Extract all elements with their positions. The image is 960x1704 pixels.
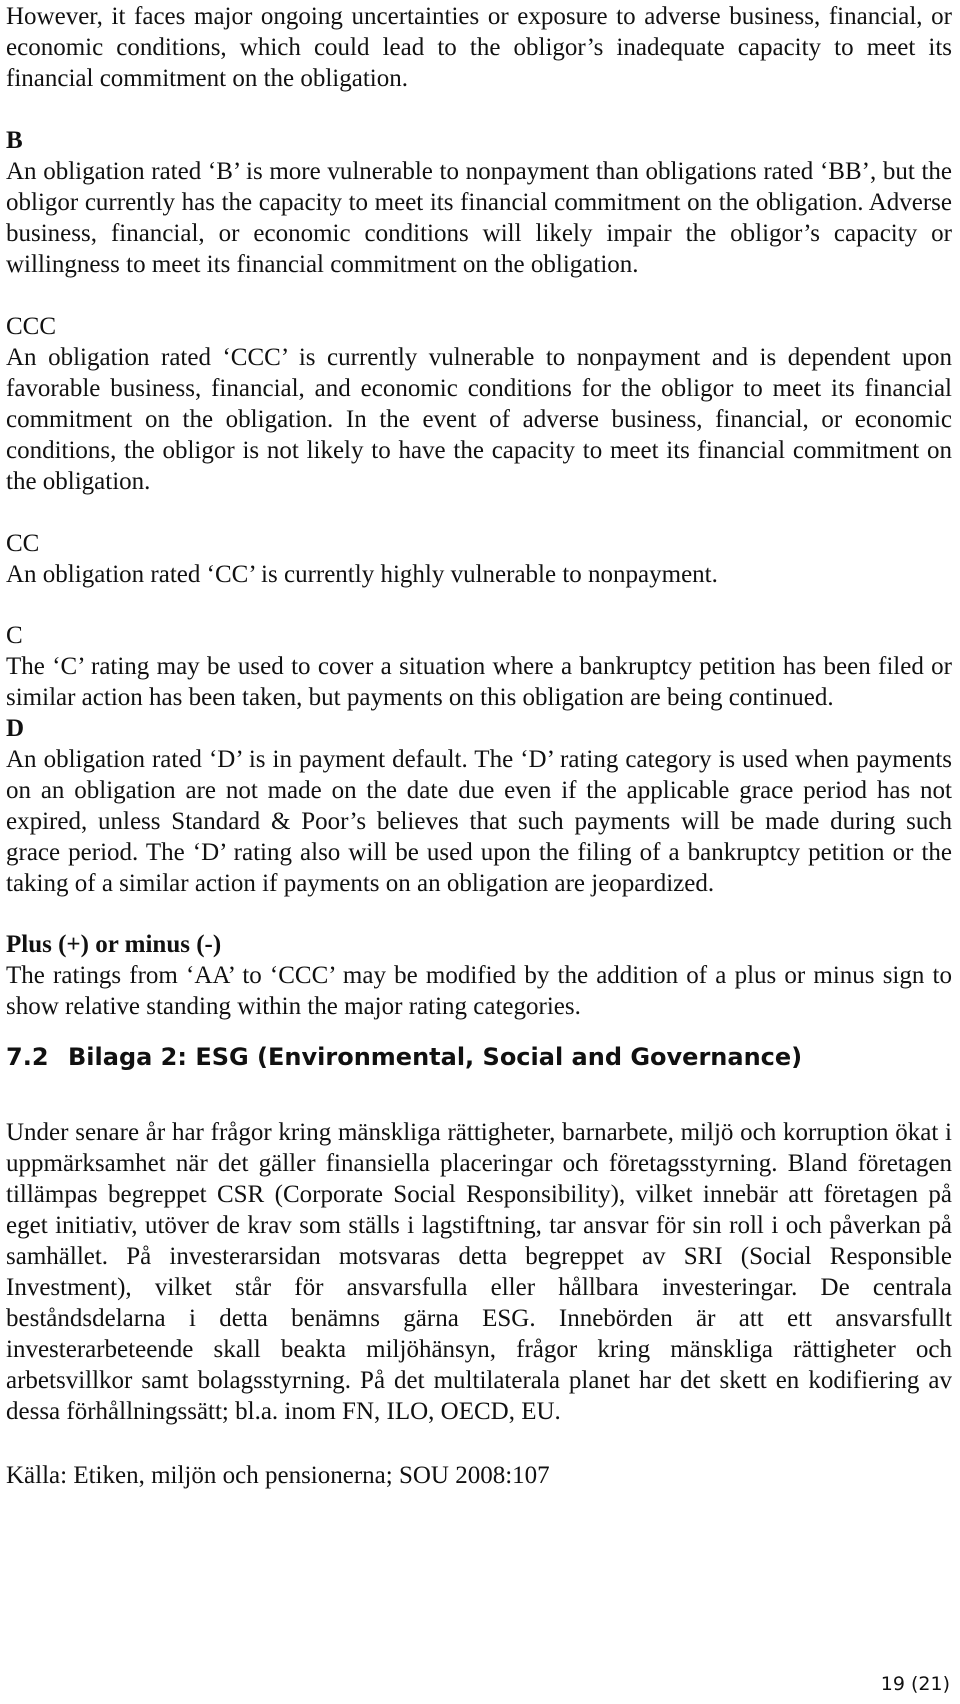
rating-description: An obligation rated ‘B’ is more vulnerable to nonpayment than obligations rated ‘BB’, but the obligor currently has the capacity to meet its financial commitment on the obligation. Adverse business, financial, or economic conditions will likely impair the obligor’s capacity or willingness to meet its financial commitment on the obligation. — [6, 158, 952, 278]
rating-block-b — [6, 125, 952, 280]
rating-description: An obligation rated ‘CCC’ is currently vulnerable to nonpayment and is dependent upon favorable business, financial, and economic conditions for the obligor to meet its financial commitment on the obligation. In the event of adverse business, financial, or economic conditions, the obligor is not likely to have the capacity to meet its financial commitment on the obligation. — [6, 344, 952, 495]
rating-description: An obligation rated ‘CC’ is currently highly vulnerable to nonpayment. — [6, 561, 718, 588]
rating-grade: B — [6, 127, 23, 154]
section-source: Källa: Etiken, miljön och pensionerna; SOU 2008:107 — [6, 1462, 550, 1489]
rating-grade: D — [6, 715, 25, 742]
section-heading — [6, 1042, 952, 1072]
modifiers-block — [6, 929, 952, 1022]
rating-description: An obligation rated ‘D’ is in payment default. The ‘D’ rating category is used when payments on an obligation are not made on the date due even if the applicable grace period has not expired, unless Standard & Poor’s believes that such payments will be made during such grace period. The ‘D’ rating also will be used upon the filing of a bankruptcy petition or the taking of a similar action if payments on an obligation are jeopardized. — [6, 746, 952, 897]
rating-block-d — [6, 713, 952, 899]
document-page — [6, 0, 956, 1704]
section-number: 7.2 — [6, 1043, 49, 1071]
intro-paragraph: However, it faces major ongoing uncertainties or exposure to adverse business, financial, or economic conditions, which could lead to the obligor’s inadequate capacity to meet its financial commitment on the obligation. — [6, 3, 952, 92]
rating-grade: C — [6, 622, 23, 649]
rating-block-c — [6, 620, 952, 713]
rating-grade: CC — [6, 530, 40, 557]
rating-description: The ‘C’ rating may be used to cover a situation where a bankruptcy petition has been filed or similar action has been taken, but payments on this obligation are being continued. — [6, 653, 952, 711]
rating-grade: CCC — [6, 313, 57, 340]
modifiers-heading: Plus (+) or minus (-) — [6, 931, 222, 958]
section-body: Under senare år har frågor kring mänskliga rättigheter, barnarbete, miljö och korruption ökat i uppmärksamhet när det gäller finansiella placeringar och företagsstyrning. Bland företagen tillämpas begreppet CSR (Corporate Social Responsibility), vilket innebär att företagen på eget initiativ, utöver de krav som ställs i lagstiftning, tar ansvar för sin roll i och påverkan på samhället. På investerarsidan motsvaras detta begreppet av SRI (Social Responsible Investment), vilket står för ansvarsfulla eller hållbara investeringar. De centrala beståndsdelarna i detta benämns gärna ESG. Innebörden är att ett ansvarsfullt investerarbeteende skall beakta miljöhänsyn, frågor kring mänskliga rättigheter och arbetsvillkor samt bolagsstyrning. På det multilaterala planet har det skett en kodifiering av dessa förhållningssätt; bl.a. inom FN, ILO, OECD, EU. — [6, 1119, 952, 1425]
rating-block-cc — [6, 528, 952, 590]
page-number: 19 (21) — [880, 1673, 950, 1695]
modifiers-description: The ratings from ‘AA’ to ‘CCC’ may be modified by the addition of a plus or minus sign to show relative standing within the major rating categories. — [6, 962, 952, 1020]
rating-block-ccc — [6, 311, 952, 497]
section-title: Bilaga 2: ESG (Environmental, Social and Governance) — [68, 1043, 803, 1071]
